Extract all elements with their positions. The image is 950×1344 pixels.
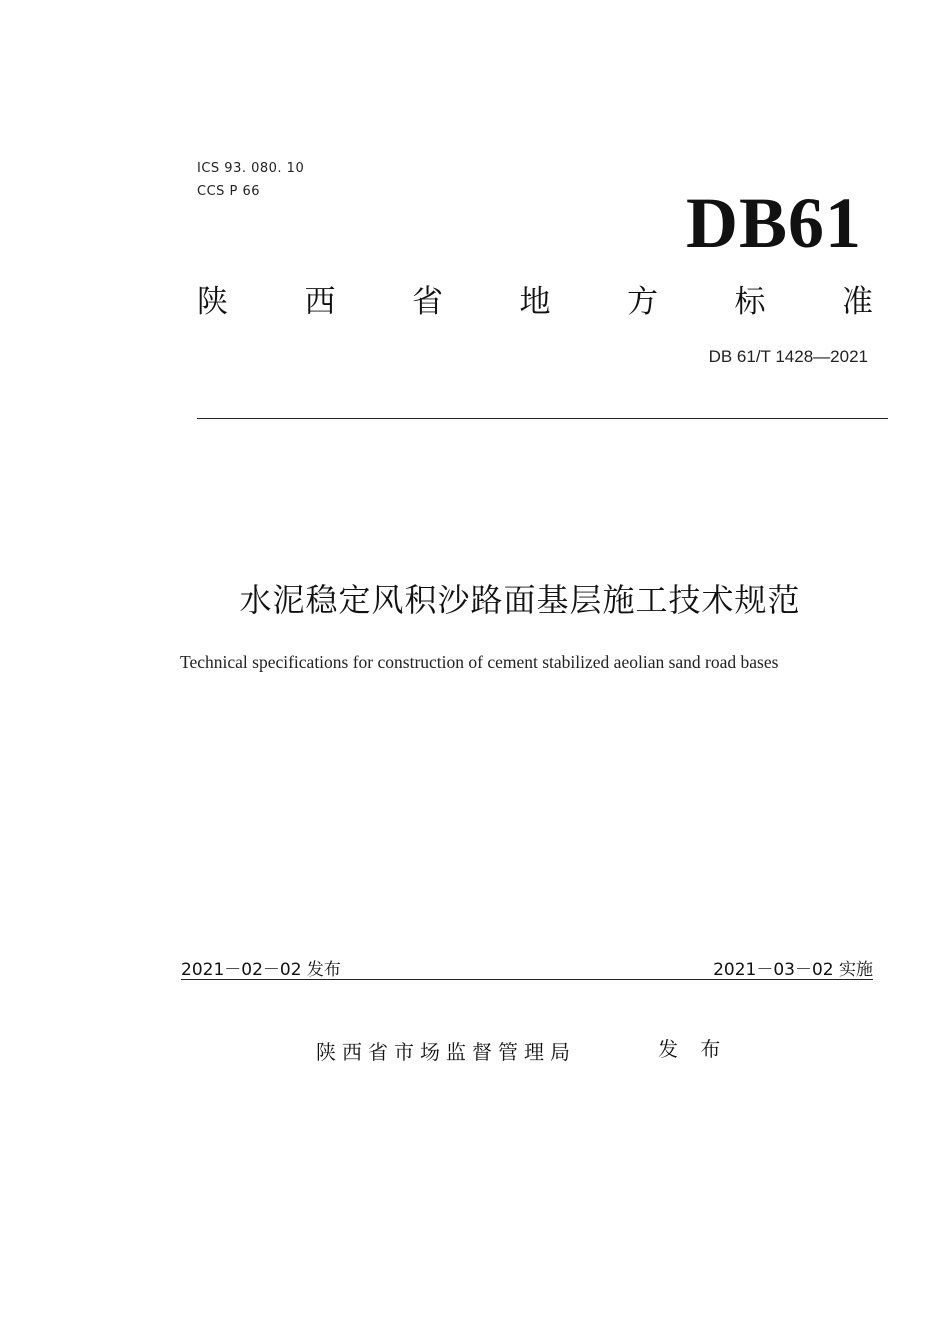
db61-logo: DB61	[685, 183, 862, 263]
header-divider	[197, 418, 888, 419]
standard-number: DB 61/T 1428—2021	[708, 347, 868, 366]
title-chinese: 水泥稳定风积沙路面基层施工技术规范	[239, 581, 801, 619]
standard-type-char: 西	[304, 284, 336, 320]
standard-type-heading	[197, 280, 873, 324]
classification-codes	[197, 157, 304, 203]
standard-type-char: 陕	[197, 284, 228, 320]
implement-date: 2021－03－02 实施	[713, 960, 873, 980]
publish-date: 2021－02－02 发布	[181, 960, 341, 980]
standard-type-char: 方	[627, 284, 658, 320]
standard-type-char: 省	[412, 284, 443, 320]
standard-type-char: 标	[734, 284, 766, 320]
issue-verb: 发 布	[658, 1037, 729, 1061]
ccs-code: CCS P 66	[197, 184, 261, 199]
standard-type-char: 地	[519, 284, 551, 320]
issuing-authority: 陕西省市场监督管理局	[316, 1040, 576, 1064]
standard-type-char: 准	[842, 284, 873, 320]
title-english: Technical specifications for construction of cement stabilized aeolian sand road bases	[180, 652, 779, 672]
ics-code: ICS 93. 080. 10	[197, 161, 305, 176]
date-line	[181, 955, 873, 980]
